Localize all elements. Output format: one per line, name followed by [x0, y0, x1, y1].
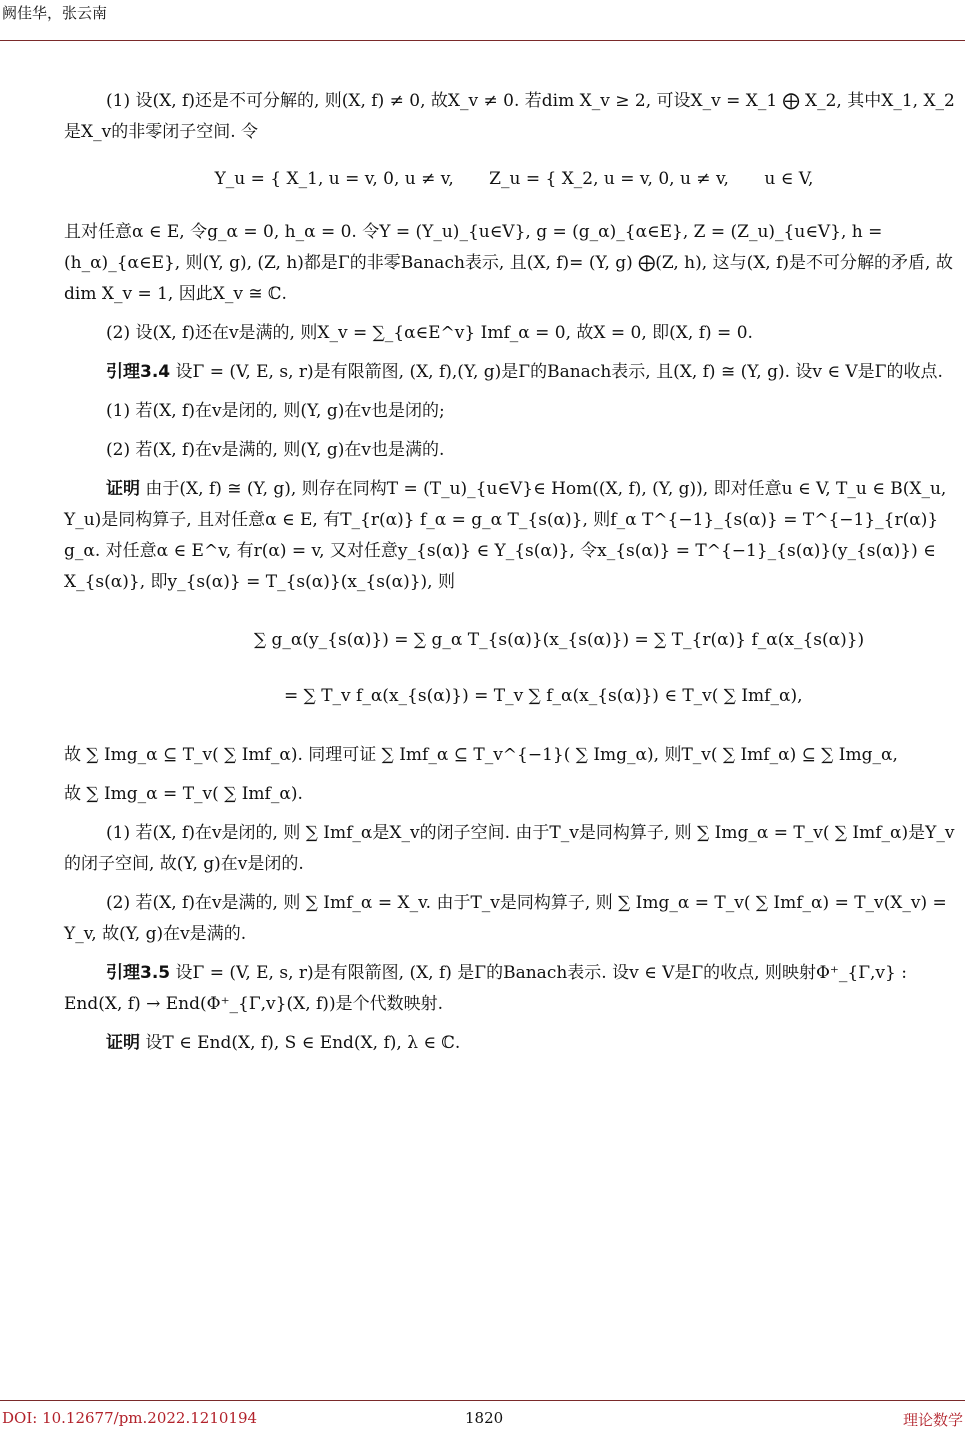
equation-sum-chain — [64, 612, 964, 724]
footer-journal-name[interactable]: 理论数学 — [902, 1411, 963, 1429]
proof-1-label: 证明 — [106, 479, 140, 499]
paragraph-1: (1) 设(X, f)还是不可分解的, 则(X, f) ≠ 0, 故X_v ≠ 0. 若dim X_v ≥ 2, 可设X_v = X_1 ⨁ X_2, 其中X_1, X_2是X_v的非零闭子空间. 令 — [64, 91, 955, 142]
lemma-3-4-text: 设Γ = (V, E, s, r)是有限箭图, (X, f),(Y, g)是Γ的Banach表示, 且(X, f) ≅ (Y, g). 设v ∈ V是Γ的收点. — [175, 362, 943, 382]
page-footer — [0, 1400, 965, 1431]
lemma-3-4-item-1: (1) 若(X, f)在v是闭的, 则(Y, g)在v也是闭的; — [106, 401, 445, 421]
page-header — [0, 0, 965, 41]
lemma-3-4-label: 引理3.4 — [106, 362, 171, 382]
equation-y-cases: Y_u = { X_1, u = v, 0, u ≠ v, — [214, 169, 454, 189]
proof-2 — [64, 1028, 964, 1059]
equation-domain: u ∈ V, — [764, 169, 814, 189]
lemma-3-5 — [64, 958, 964, 1020]
paragraph-2: 且对任意α ∈ E, 令g_α = 0, h_α = 0. 令Y = (Y_u)_{u∈V}, g = (g_α)_{α∈E}, Z = (Z_u)_{u∈V}, h = (h_α)_{α∈E}, 则(Y, g), (Z, h)都是Γ的非零Banach表示, 且(X, f)= (Y, g) ⨁(Z, h), 这与(X, f)是不可分解的矛盾, 故dim X_v = 1, 因此X_v ≅ ℂ. — [64, 222, 953, 304]
proof-1-text: 由于(X, f) ≅ (Y, g), 则存在同构T = (T_u)_{u∈V}∈ Hom((X, f), (Y, g)), 即对任意u ∈ V, T_u ∈ B(X_u, Y_u)是同构算子, 且对任意α ∈ E, 有T_{r(α)} f_α = g_α T_{s(α)}, 则f_α T^{−1}_{s(α)} = T^{−1}_{r(α)} g_α. 对任意α ∈ E^v, 有r(α) = v, 又对任意y_{s(α)} ∈ Y_{s(α)}, 令x_{s(α)} = T^{−1}_{s(α)}(y_{s(α)}) ∈ X_{s(α)}, 即y_{s(α)} = T_{s(α)}(x_{s(α)}), 则 — [64, 479, 947, 592]
paragraph-5: 故 ∑ Img_α = T_v( ∑ Imf_α). — [64, 784, 303, 804]
page-body — [64, 86, 964, 1067]
header-authors: 阙佳华，张云南 — [2, 4, 108, 22]
lemma-3-5-label: 引理3.5 — [106, 963, 171, 983]
paragraph-7: (2) 若(X, f)在v是满的, 则 ∑ Imf_α = X_v. 由于T_v是同构算子, 则 ∑ Img_α = T_v( ∑ Imf_α) = T_v(X_v) = Y_v, 故(Y, g)在v是满的. — [64, 893, 947, 944]
equation-sum-line-1: ∑ g_α(y_{s(α)}) = ∑ g_α T_{s(α)}(x_{s(α)}) = ∑ T_{r(α)} f_α(x_{s(α)}) — [254, 630, 865, 650]
equation-z-cases: Z_u = { X_2, u = v, 0, u ≠ v, — [489, 169, 729, 189]
proof-2-text: 设T ∈ End(X, f), S ∈ End(X, f), λ ∈ ℂ. — [145, 1033, 461, 1053]
footer-doi-link[interactable]: DOI: 10.12677/pm.2022.1210194 — [2, 1409, 258, 1427]
lemma-3-4 — [64, 357, 964, 388]
equation-sum-line-2: = ∑ T_v f_α(x_{s(α)}) = T_v ∑ f_α(x_{s(α)}) ∈ T_v( ∑ Imf_α), — [284, 686, 803, 706]
equation-cases — [64, 164, 964, 195]
proof-2-label: 证明 — [106, 1033, 140, 1053]
proof-1 — [64, 474, 964, 598]
paragraph-4: 故 ∑ Img_α ⊆ T_v( ∑ Imf_α). 同理可证 ∑ Imf_α ⊆ T_v^{−1}( ∑ Img_α), 则T_v( ∑ Imf_α) ⊆ ∑ Img_α, — [64, 745, 898, 765]
footer-page-number: 1820 — [465, 1409, 504, 1427]
paragraph-3: (2) 设(X, f)还在v是满的, 则X_v = ∑_{α∈E^v} Imf_α = 0, 故X = 0, 即(X, f) = 0. — [106, 323, 753, 343]
lemma-3-5-text: 设Γ = (V, E, s, r)是有限箭图, (X, f) 是Γ的Banach表示. 设v ∈ V是Γ的收点, 则映射Φ⁺_{Γ,v} : End(X, f) → End(Φ⁺_{Γ,v}(X, f))是个代数映射. — [64, 963, 907, 1014]
paragraph-6: (1) 若(X, f)在v是闭的, 则 ∑ Imf_α是X_v的闭子空间. 由于T_v是同构算子, 则 ∑ Img_α = T_v( ∑ Imf_α)是Y_v 的闭子空间, 故(Y, g)在v是闭的. — [64, 823, 955, 874]
lemma-3-4-item-2: (2) 若(X, f)在v是满的, 则(Y, g)在v也是满的. — [106, 440, 445, 460]
